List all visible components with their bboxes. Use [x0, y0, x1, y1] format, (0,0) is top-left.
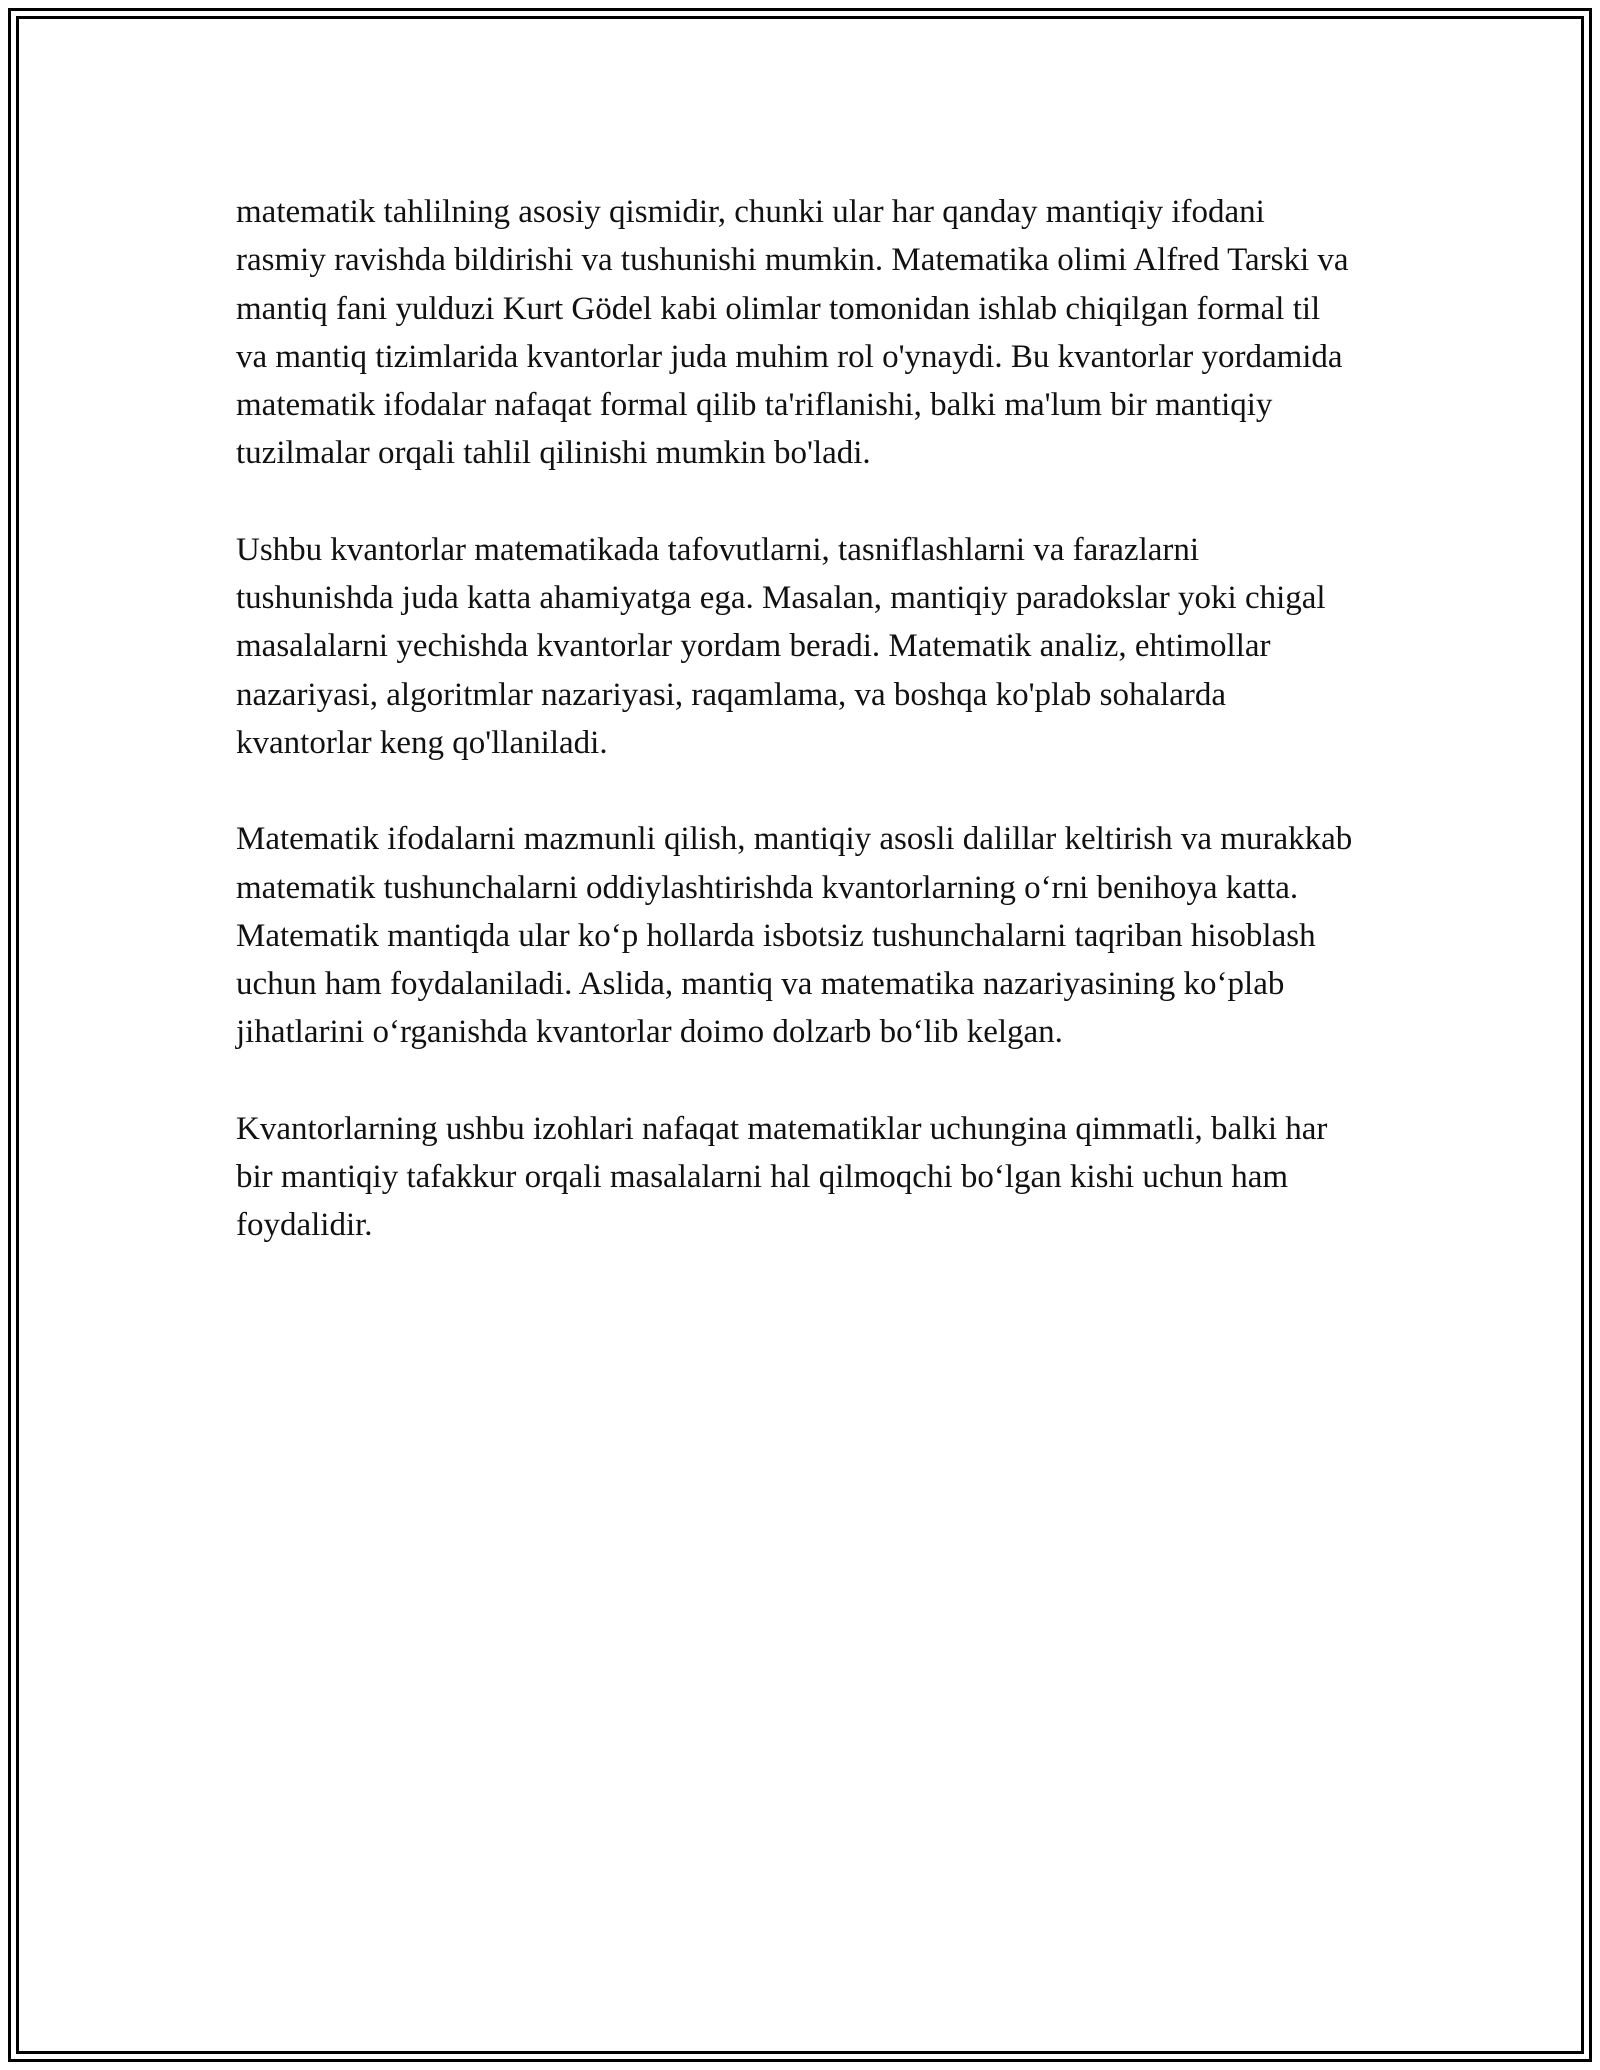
paragraph-3: Matematik ifodalarni mazmunli qilish, mantiqiy asosli dalillar keltirish va murakkab matematik tushunchalarni oddiylashtirishda kvantorlarning oʻrni benihoya katta. Matematik mantiqda ular koʻp hollarda isbotsiz tushunchalarni taqriban hisoblash uchun ham foydalaniladi. Aslida, mantiq va matematika nazariyasining koʻplab jihatlarini oʻrganishda kvantorlar doimo dolzarb boʻlib kelgan. — [236, 821, 1353, 1051]
paragraph-4: Kvantorlarning ushbu izohlari nafaqat matematiklar uchungina qimmatli, balki har bir mantiqiy tafakkur orqali masalalarni hal qilmoqchi boʻlgan kishi uchun ham foydalidir. — [236, 1110, 1328, 1244]
document-body — [236, 188, 1356, 1298]
paragraph-1: matematik tahlilning asosiy qismidir, chunki ular har qanday mantiqiy ifodani rasmiy ravishda bildirishi va tushunishi mumkin. Matematika olimi Alfred Tarski va mantiq fani yulduzi Kurt Gödel kabi olimlar tomonidan ishlab chiqilgan formal til va mantiq tizimlarida kvantorlar juda muhim rol o'ynaydi. Bu kvantorlar yordamida matematik ifodalar nafaqat formal qilib ta'riflanishi, balki ma'lum bir mantiqiy tuzilmalar orqali tahlil qilinishi mumkin bo'ladi. — [236, 194, 1349, 472]
paragraph-2: Ushbu kvantorlar matematikada tafovutlarni, tasniflashlarni va farazlarni tushunishda juda katta ahamiyatga ega. Masalan, mantiqiy paradokslar yoki chigal masalalarni yechishda kvantorlar yordam beradi. Matematik analiz, ehtimollar nazariyasi, algoritmlar nazariyasi, raqamlama, va boshqa ko'plab sohalarda kvantorlar keng qo'llaniladi. — [236, 531, 1326, 761]
